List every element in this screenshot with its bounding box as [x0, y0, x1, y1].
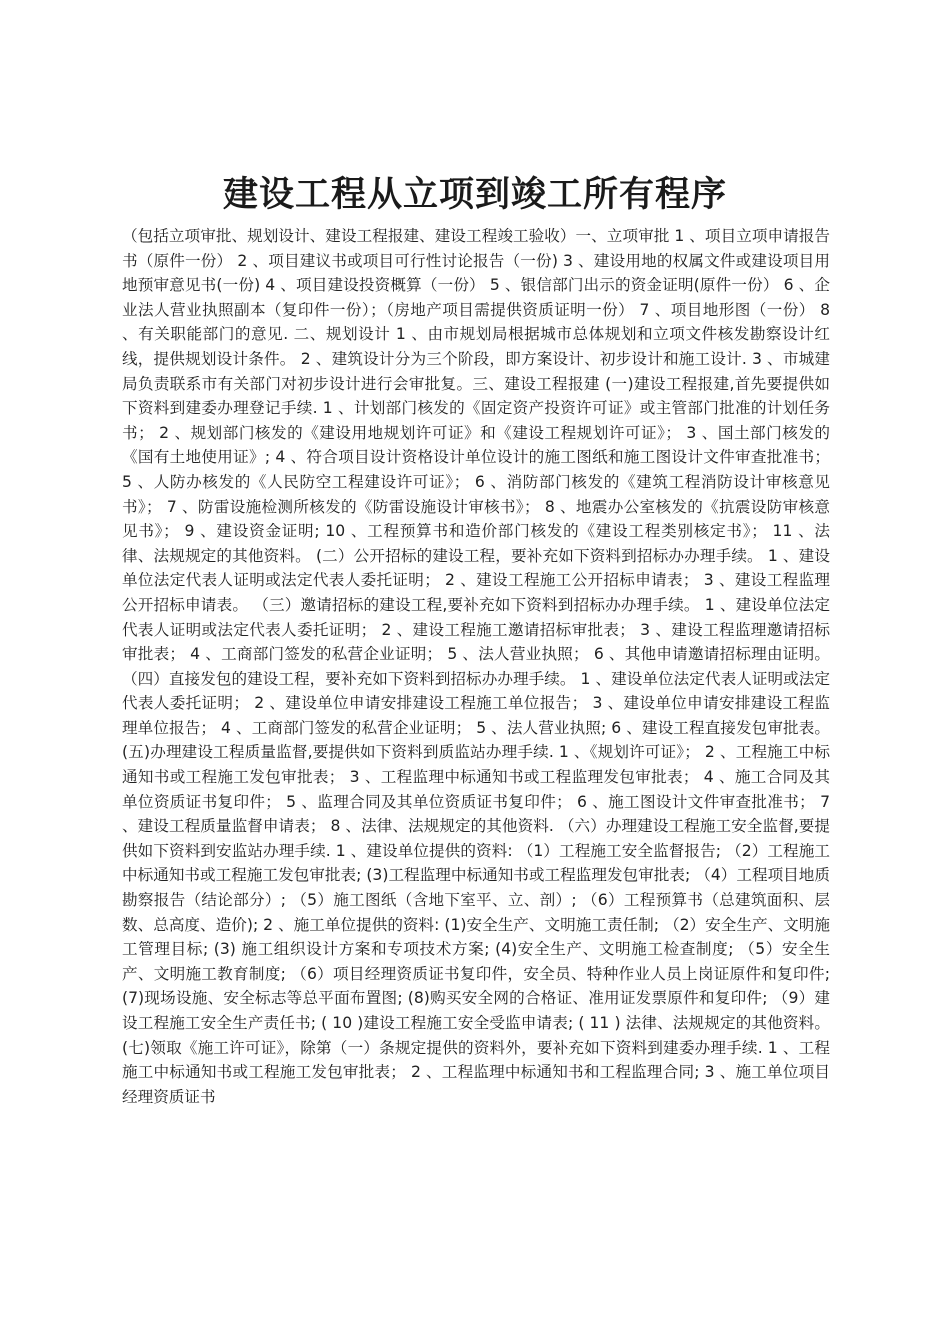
document-body-text: （包括立项审批、规划设计、建设工程报建、建设工程竣工验收）一、立项审批 1 、项目立项申请报告书（原件一份） 2 、项目建议书或项目可行性讨论报告（一份) 3 、建设用地的权属文件或建设项目用地预审意见书(一份) 4 、项目建设投资概算（一份） 5 、银信部门出示的资金证明(原件一份） 6 、企业法人营业执照副本（复印件一份）；（房地产项目需提供资质证明一份） 7 、项目地形图（一份） 8 、有关职能部门的意见. 二、规划设计 1 、由市规划局根据城市总体规划和立项文件核发勘察设计红线，提供规划设计条件。 2 、建筑设计分为三个阶段，即方案设计、初步设计和施工设计. 3 、市城建局负责联系市有关部门对初步设计进行会审批复。三、建设工程报建 (一)建设工程报建,首先要提供如下资料到建委办理登记手续. 1 、计划部门核发的《固定资产投资许可证》或主管部门批准的计划任务书； 2 、规划部门核发的《建设用地规划许可证》和《建设工程规划许可证》； 3 、国土部门核发的《国有土地使用证》; 4 、符合项目设计资格设计单位设计的施工图纸和施工图设计文件审查批准书； 5 、人防办核发的《人民防空工程建设许可证》； 6 、消防部门核发的《建筑工程消防设计审核意见书》； 7 、防雷设施检测所核发的《防雷设施设计审核书》； 8 、地震办公室核发的《抗震设防审核意见书》； 9 、建设资金证明; 10 、工程预算书和造价部门核发的《建设工程类别核定书》； 11 、法律、法规规定的其他资料。 (二）公开招标的建设工程，要补充如下资料到招标办办理手续。 1 、建设单位法定代表人证明或法定代表人委托证明； 2 、建设工程施工公开招标申请表； 3 、建设工程监理公开招标申请表。 （三）邀请招标的建设工程,要补充如下资料到招标办办理手续。 1 、建设单位法定代表人证明或法定代表人委托证明； 2 、建设工程施工邀请招标审批表； 3 、建设工程监理邀请招标审批表； 4 、工商部门签发的私营企业证明； 5 、法人营业执照； 6 、其他申请邀请招标理由证明。 （四）直接发包的建设工程，要补充如下资料到招标办办理手续。 1 、建设单位法定代表人证明或法定代表人委托证明； 2 、建设单位申请安排建设工程施工单位报告； 3 、建设单位申请安排建设工程监理单位报告； 4 、工商部门签发的私营企业证明； 5 、法人营业执照; 6 、建设工程直接发包审批表。 (五)办理建设工程质量监督,要提供如下资料到质监站办理手续. 1 、《规划许可证》； 2 、工程施工中标通知书或工程施工发包审批表； 3 、工程监理中标通知书或工程监理发包审批表； 4 、施工合同及其单位资质证书复印件； 5 、监理合同及其单位资质证书复印件； 6 、施工图设计文件审查批准书； 7 、建设工程质量监督申请表； 8 、法律、法规规定的其他资料. （六）办理建设工程施工安全监督,要提供如下资料到安监站办理手续. 1 、建设单位提供的资料: （1）工程施工安全监督报告; （2）工程施工中标通知书或工程施工发包审批表; (3)工程监理中标通知书或工程监理发包审批表; （4）工程项目地质勘察报告（结论部分）; （5）施工图纸（含地下室平、立、剖）; （6）工程预算书（总建筑面积、层数、总高度、造价); 2 、施工单位提供的资料: (1)安全生产、文明施工责任制; （2）安全生产、文明施工管理目标; (3) 施工组织设计方案和专项技术方案; (4)安全生产、文明施工检查制度; （5）安全生产、文明施工教育制度; （6）项目经理资质证书复印件，安全员、特种作业人员上岗证原件和复印件; (7)现场设施、安全标志等总平面布置图; (8)购买安全网的合格证、准用证发票原件和复印件; （9）建设工程施工安全生产责任书; ( 10 )建设工程施工安全受监申请表; ( 11 ) 法律、法规规定的其他资料。 (七)领取《施工许可证》，除第（一）条规定提供的资料外，要补充如下资料到建委办理手续. 1 、工程施工中标通知书或工程施工发包审批表； 2 、工程监理中标通知书和工程监理合同; 3 、施工单位项目经理资质证书	[122, 227, 830, 1106]
document-title: 建设工程从立项到竣工所有程序	[222, 174, 727, 215]
